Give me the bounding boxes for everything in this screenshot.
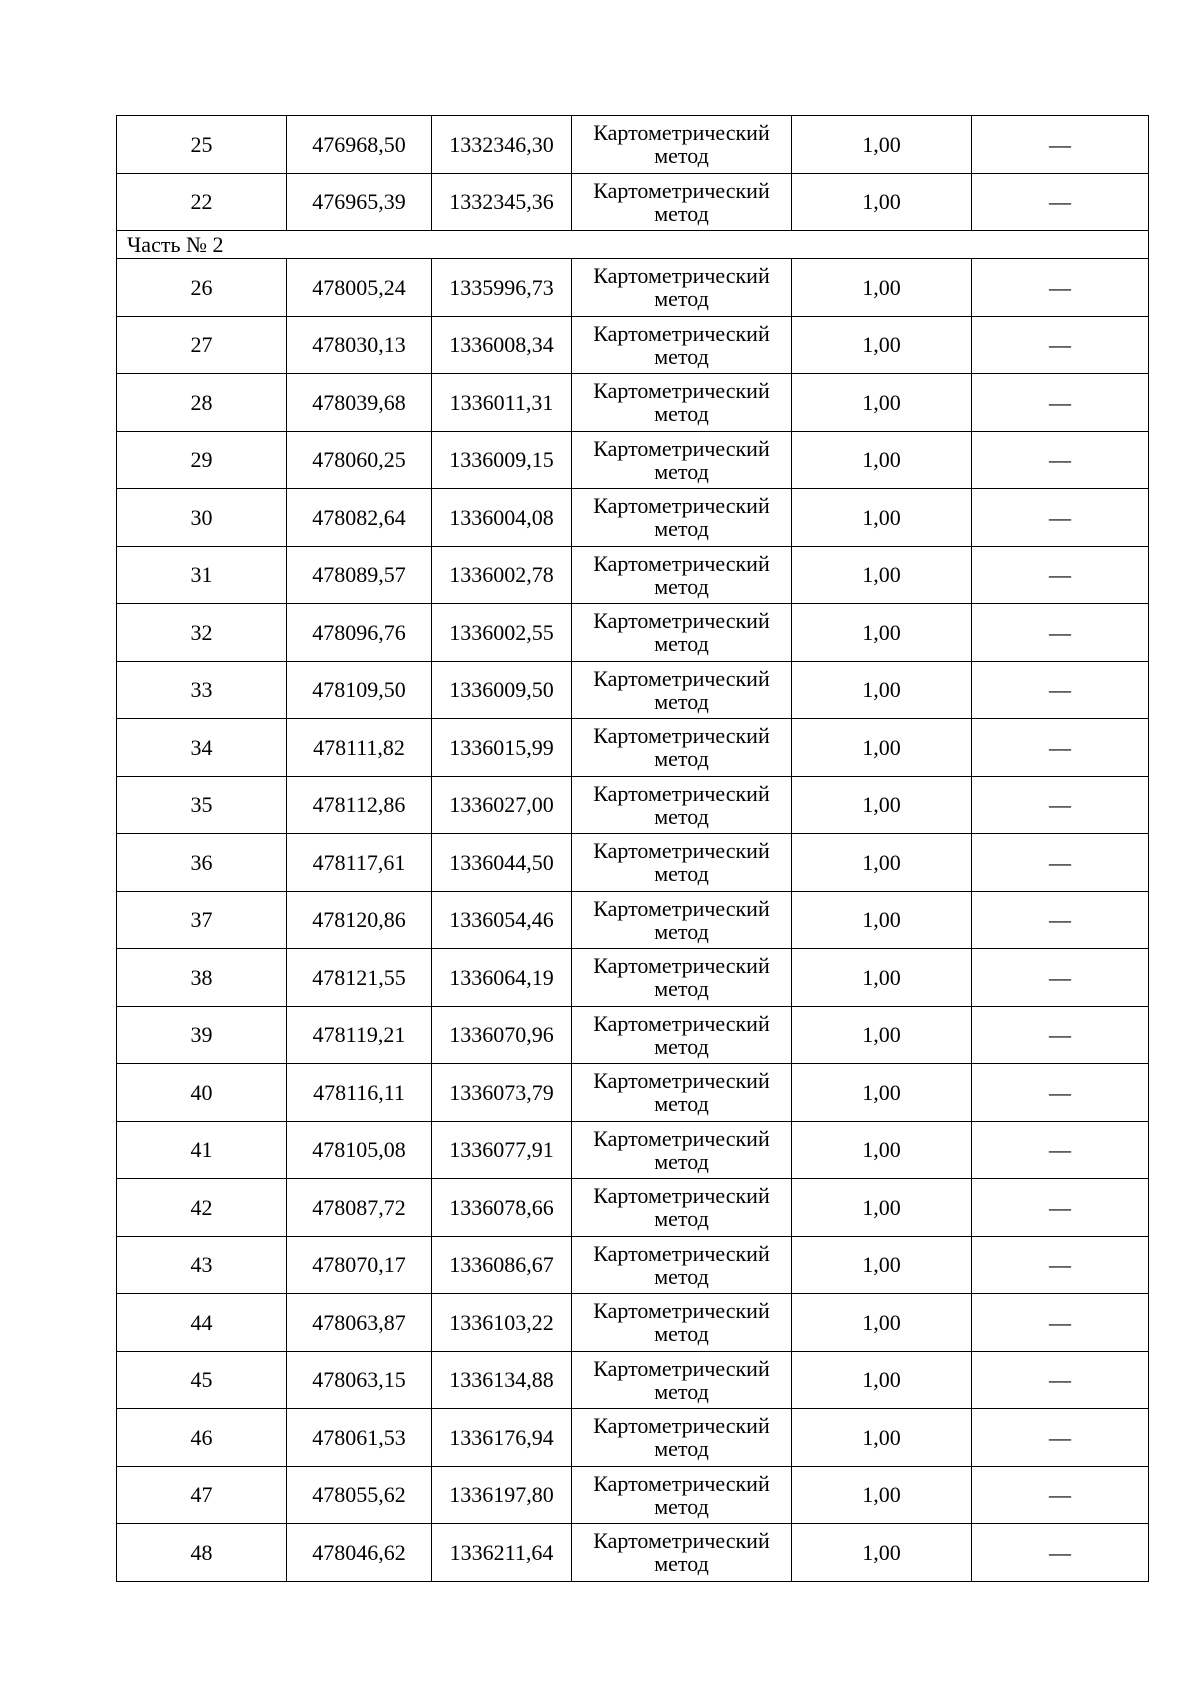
x-coordinate-cell: 478112,86 — [287, 776, 432, 834]
x-coordinate-cell: 478070,17 — [287, 1236, 432, 1294]
point-number-cell: 33 — [117, 661, 287, 719]
description-cell: — — [972, 1006, 1149, 1064]
point-number-cell: 36 — [117, 834, 287, 892]
method-cell: Картометрический метод — [572, 431, 792, 489]
table-row — [117, 1179, 1149, 1237]
point-number-cell: 38 — [117, 949, 287, 1007]
table-row — [117, 546, 1149, 604]
table-row — [117, 1524, 1149, 1582]
table-row — [117, 949, 1149, 1007]
y-coordinate-cell: 1336176,94 — [432, 1409, 572, 1467]
table-row — [117, 1409, 1149, 1467]
accuracy-cell: 1,00 — [792, 1466, 972, 1524]
x-coordinate-cell: 478039,68 — [287, 374, 432, 432]
x-coordinate-cell: 478089,57 — [287, 546, 432, 604]
description-cell: — — [972, 1351, 1149, 1409]
method-cell: Картометрический метод — [572, 604, 792, 662]
table-row — [117, 661, 1149, 719]
y-coordinate-cell: 1336011,31 — [432, 374, 572, 432]
table-row — [117, 173, 1149, 231]
point-number-cell: 44 — [117, 1294, 287, 1352]
method-cell: Картометрический метод — [572, 661, 792, 719]
description-cell: — — [972, 661, 1149, 719]
x-coordinate-cell: 478030,13 — [287, 316, 432, 374]
description-cell: — — [972, 1236, 1149, 1294]
accuracy-cell: 1,00 — [792, 1121, 972, 1179]
accuracy-cell: 1,00 — [792, 1409, 972, 1467]
point-number-cell: 39 — [117, 1006, 287, 1064]
x-coordinate-cell: 476965,39 — [287, 173, 432, 231]
method-cell: Картометрический метод — [572, 489, 792, 547]
table-row — [117, 374, 1149, 432]
accuracy-cell: 1,00 — [792, 719, 972, 777]
y-coordinate-cell: 1336086,67 — [432, 1236, 572, 1294]
x-coordinate-cell: 478120,86 — [287, 891, 432, 949]
description-cell: — — [972, 891, 1149, 949]
accuracy-cell: 1,00 — [792, 116, 972, 174]
y-coordinate-cell: 1336004,08 — [432, 489, 572, 547]
x-coordinate-cell: 478061,53 — [287, 1409, 432, 1467]
description-cell: — — [972, 719, 1149, 777]
x-coordinate-cell: 478121,55 — [287, 949, 432, 1007]
point-number-cell: 32 — [117, 604, 287, 662]
x-coordinate-cell: 478046,62 — [287, 1524, 432, 1582]
accuracy-cell: 1,00 — [792, 1236, 972, 1294]
accuracy-cell: 1,00 — [792, 949, 972, 1007]
y-coordinate-cell: 1332346,30 — [432, 116, 572, 174]
description-cell: — — [972, 1524, 1149, 1582]
description-cell: — — [972, 776, 1149, 834]
y-coordinate-cell: 1336197,80 — [432, 1466, 572, 1524]
section-label: Часть № 2 — [117, 231, 1149, 259]
x-coordinate-cell: 478117,61 — [287, 834, 432, 892]
x-coordinate-cell: 478111,82 — [287, 719, 432, 777]
table-row — [117, 1064, 1149, 1122]
description-cell: — — [972, 604, 1149, 662]
point-number-cell: 35 — [117, 776, 287, 834]
y-coordinate-cell: 1336078,66 — [432, 1179, 572, 1237]
table-row — [117, 259, 1149, 317]
method-cell: Картометрический метод — [572, 1121, 792, 1179]
method-cell: Картометрический метод — [572, 1179, 792, 1237]
accuracy-cell: 1,00 — [792, 546, 972, 604]
description-cell: — — [972, 949, 1149, 1007]
accuracy-cell: 1,00 — [792, 489, 972, 547]
point-number-cell: 42 — [117, 1179, 287, 1237]
method-cell: Картометрический метод — [572, 316, 792, 374]
section-row — [117, 231, 1149, 259]
method-cell: Картометрический метод — [572, 1466, 792, 1524]
point-number-cell: 43 — [117, 1236, 287, 1294]
table-row — [117, 116, 1149, 174]
y-coordinate-cell: 1336054,46 — [432, 891, 572, 949]
description-cell: — — [972, 1466, 1149, 1524]
accuracy-cell: 1,00 — [792, 604, 972, 662]
table-row — [117, 1294, 1149, 1352]
method-cell: Картометрический метод — [572, 1064, 792, 1122]
y-coordinate-cell: 1336008,34 — [432, 316, 572, 374]
accuracy-cell: 1,00 — [792, 1351, 972, 1409]
point-number-cell: 29 — [117, 431, 287, 489]
point-number-cell: 37 — [117, 891, 287, 949]
description-cell: — — [972, 546, 1149, 604]
point-number-cell: 40 — [117, 1064, 287, 1122]
description-cell: — — [972, 259, 1149, 317]
y-coordinate-cell: 1336002,55 — [432, 604, 572, 662]
x-coordinate-cell: 478109,50 — [287, 661, 432, 719]
description-cell: — — [972, 1179, 1149, 1237]
y-coordinate-cell: 1336103,22 — [432, 1294, 572, 1352]
x-coordinate-cell: 478087,72 — [287, 1179, 432, 1237]
y-coordinate-cell: 1335996,73 — [432, 259, 572, 317]
description-cell: — — [972, 489, 1149, 547]
point-number-cell: 31 — [117, 546, 287, 604]
method-cell: Картометрический метод — [572, 1294, 792, 1352]
table-row — [117, 776, 1149, 834]
description-cell: — — [972, 116, 1149, 174]
point-number-cell: 41 — [117, 1121, 287, 1179]
table-row — [117, 316, 1149, 374]
description-cell: — — [972, 1294, 1149, 1352]
accuracy-cell: 1,00 — [792, 661, 972, 719]
table-row — [117, 834, 1149, 892]
description-cell: — — [972, 834, 1149, 892]
accuracy-cell: 1,00 — [792, 891, 972, 949]
method-cell: Картометрический метод — [572, 1409, 792, 1467]
table-row — [117, 1236, 1149, 1294]
x-coordinate-cell: 478063,15 — [287, 1351, 432, 1409]
accuracy-cell: 1,00 — [792, 1294, 972, 1352]
description-cell: — — [972, 1064, 1149, 1122]
x-coordinate-cell: 478096,76 — [287, 604, 432, 662]
point-number-cell: 26 — [117, 259, 287, 317]
x-coordinate-cell: 478055,62 — [287, 1466, 432, 1524]
table-row — [117, 431, 1149, 489]
table-row — [117, 1351, 1149, 1409]
table-row — [117, 719, 1149, 777]
accuracy-cell: 1,00 — [792, 259, 972, 317]
accuracy-cell: 1,00 — [792, 1006, 972, 1064]
coordinates-table — [116, 115, 1149, 1582]
point-number-cell: 46 — [117, 1409, 287, 1467]
description-cell: — — [972, 173, 1149, 231]
method-cell: Картометрический метод — [572, 1006, 792, 1064]
accuracy-cell: 1,00 — [792, 1064, 972, 1122]
table-row — [117, 891, 1149, 949]
description-cell: — — [972, 316, 1149, 374]
point-number-cell: 28 — [117, 374, 287, 432]
point-number-cell: 25 — [117, 116, 287, 174]
accuracy-cell: 1,00 — [792, 1524, 972, 1582]
description-cell: — — [972, 374, 1149, 432]
accuracy-cell: 1,00 — [792, 1179, 972, 1237]
point-number-cell: 22 — [117, 173, 287, 231]
y-coordinate-cell: 1336009,15 — [432, 431, 572, 489]
description-cell: — — [972, 1409, 1149, 1467]
method-cell: Картометрический метод — [572, 1524, 792, 1582]
y-coordinate-cell: 1336134,88 — [432, 1351, 572, 1409]
table-row — [117, 1006, 1149, 1064]
table-row — [117, 1466, 1149, 1524]
y-coordinate-cell: 1336077,91 — [432, 1121, 572, 1179]
accuracy-cell: 1,00 — [792, 431, 972, 489]
accuracy-cell: 1,00 — [792, 834, 972, 892]
description-cell: — — [972, 431, 1149, 489]
y-coordinate-cell: 1336070,96 — [432, 1006, 572, 1064]
x-coordinate-cell: 478082,64 — [287, 489, 432, 547]
y-coordinate-cell: 1336027,00 — [432, 776, 572, 834]
y-coordinate-cell: 1336009,50 — [432, 661, 572, 719]
method-cell: Картометрический метод — [572, 374, 792, 432]
point-number-cell: 30 — [117, 489, 287, 547]
method-cell: Картометрический метод — [572, 173, 792, 231]
method-cell: Картометрический метод — [572, 259, 792, 317]
y-coordinate-cell: 1336211,64 — [432, 1524, 572, 1582]
method-cell: Картометрический метод — [572, 116, 792, 174]
x-coordinate-cell: 478060,25 — [287, 431, 432, 489]
x-coordinate-cell: 476968,50 — [287, 116, 432, 174]
y-coordinate-cell: 1336064,19 — [432, 949, 572, 1007]
method-cell: Картометрический метод — [572, 834, 792, 892]
y-coordinate-cell: 1336044,50 — [432, 834, 572, 892]
accuracy-cell: 1,00 — [792, 776, 972, 834]
method-cell: Картометрический метод — [572, 719, 792, 777]
table-body — [117, 116, 1149, 1582]
y-coordinate-cell: 1336015,99 — [432, 719, 572, 777]
point-number-cell: 48 — [117, 1524, 287, 1582]
x-coordinate-cell: 478105,08 — [287, 1121, 432, 1179]
point-number-cell: 45 — [117, 1351, 287, 1409]
y-coordinate-cell: 1332345,36 — [432, 173, 572, 231]
table-row — [117, 489, 1149, 547]
accuracy-cell: 1,00 — [792, 173, 972, 231]
method-cell: Картометрический метод — [572, 1236, 792, 1294]
point-number-cell: 27 — [117, 316, 287, 374]
method-cell: Картометрический метод — [572, 949, 792, 1007]
table-row — [117, 604, 1149, 662]
method-cell: Картометрический метод — [572, 546, 792, 604]
point-number-cell: 47 — [117, 1466, 287, 1524]
accuracy-cell: 1,00 — [792, 374, 972, 432]
accuracy-cell: 1,00 — [792, 316, 972, 374]
method-cell: Картометрический метод — [572, 776, 792, 834]
x-coordinate-cell: 478063,87 — [287, 1294, 432, 1352]
method-cell: Картометрический метод — [572, 891, 792, 949]
description-cell: — — [972, 1121, 1149, 1179]
x-coordinate-cell: 478116,11 — [287, 1064, 432, 1122]
point-number-cell: 34 — [117, 719, 287, 777]
method-cell: Картометрический метод — [572, 1351, 792, 1409]
x-coordinate-cell: 478119,21 — [287, 1006, 432, 1064]
table-row — [117, 1121, 1149, 1179]
y-coordinate-cell: 1336073,79 — [432, 1064, 572, 1122]
y-coordinate-cell: 1336002,78 — [432, 546, 572, 604]
x-coordinate-cell: 478005,24 — [287, 259, 432, 317]
